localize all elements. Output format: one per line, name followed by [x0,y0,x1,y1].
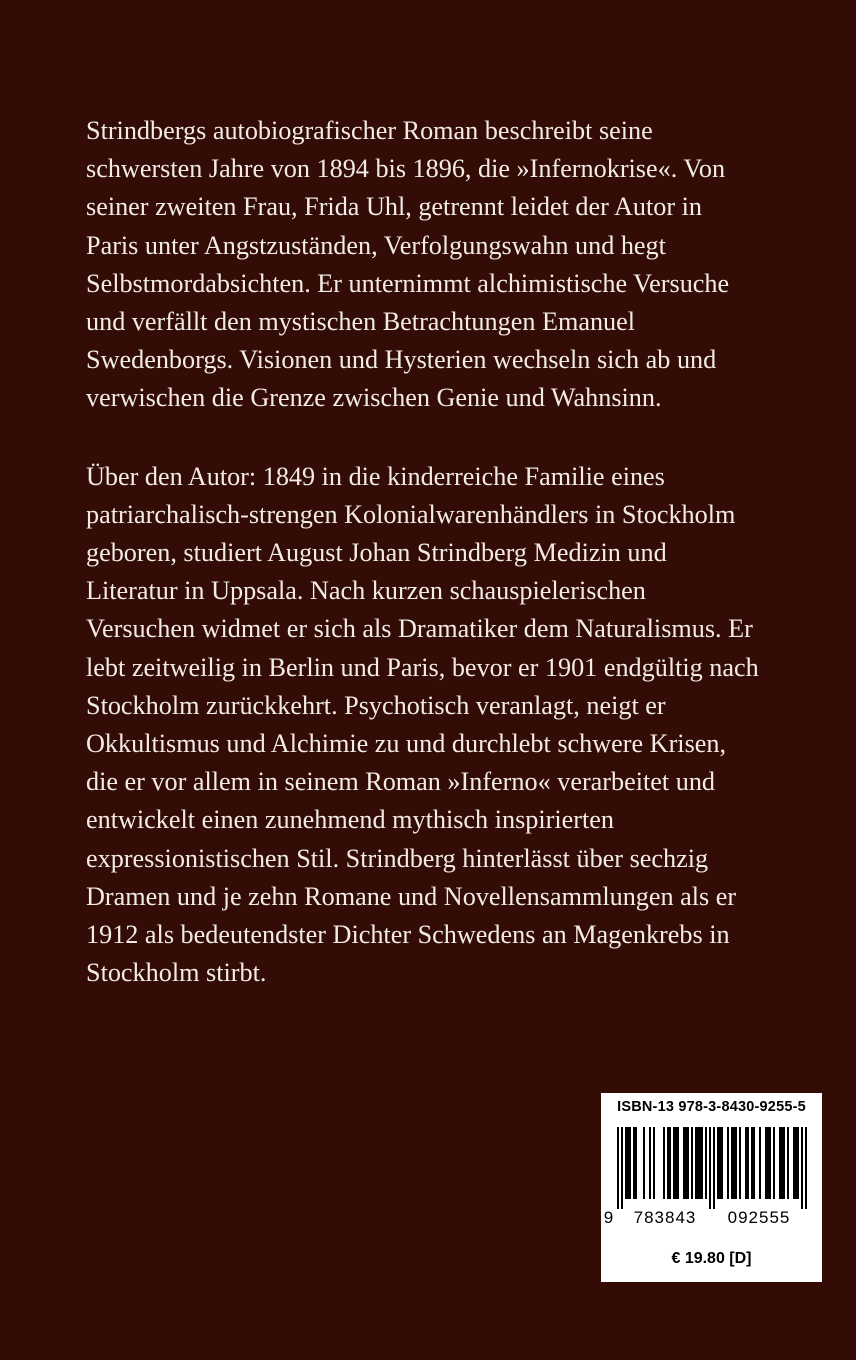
author-bio-line: Über den Autor: 1849 in die kinderreiche Familie eines [86,461,665,491]
barcode-bar [753,1127,755,1199]
barcode-bar [717,1127,719,1199]
barcode-bar [675,1127,677,1199]
barcode-bar [731,1127,733,1199]
synopsis-line: seiner zweiten Frau, Frida Uhl, getrennt leidet der Autor in [86,192,702,222]
author-bio-paragraph [86,458,826,993]
barcode-digits: 783843 [633,1208,697,1227]
barcode-bar [795,1127,797,1199]
barcode-bar [667,1127,669,1199]
barcode-bar [787,1127,789,1199]
author-bio-line: Literatur in Uppsala. Nach kurzen schauspielerischen [86,576,646,606]
barcode-bar [805,1127,807,1209]
barcode-bar [747,1127,749,1199]
barcode-digits: 9 [603,1208,615,1227]
barcode-bar [627,1127,629,1199]
barcode-bar [713,1127,715,1209]
barcode-bar [719,1127,721,1199]
author-bio-line: geboren, studiert August Johan Strindberg Medizin und [86,538,667,568]
barcode-bar [781,1127,783,1199]
author-bio-line: expressionistischen Stil. Strindberg hinterlässt über sechzig [86,843,709,873]
barcode-bar [797,1127,799,1199]
barcode-bar [697,1127,699,1199]
synopsis-line: verwischen die Grenze zwischen Genie und Wahnsinn. [86,383,662,413]
barcode-bar [783,1127,785,1199]
barcode-bar [773,1127,775,1199]
author-bio-line: 1912 als bedeutendster Dichter Schwedens an Magenkrebs in [86,920,730,950]
isbn-number: ISBN-13 978-3-8430-9255-5 [617,1099,806,1115]
ean-barcode [601,1123,822,1233]
author-bio-line: Dramen und je zehn Romane und Novellensammlungen als er [86,881,737,911]
barcode-bar [709,1127,711,1209]
barcode-bar [691,1127,693,1199]
barcode-bar [685,1127,687,1199]
synopsis-line: und verfällt den mystischen Betrachtungen Emanuel [86,307,636,337]
barcode-bar [759,1127,761,1199]
barcode-bar [727,1127,729,1199]
author-bio-line: Okkultismus und Alchimie zu und durchlebt schwere Krisen, [86,729,727,759]
barcode-bar [779,1127,781,1199]
synopsis-line: Selbstmordabsichten. Er unternimmt alchimistische Versuche [86,268,730,298]
back-cover-text [86,112,826,992]
barcode-bar [663,1127,665,1199]
barcode-bar [765,1127,767,1199]
barcode-bar [699,1127,701,1199]
author-bio-line: lebt zeitweilig in Berlin und Paris, bevor er 1901 endgültig nach [86,652,759,682]
barcode-bar [653,1127,655,1199]
barcode-bar [739,1127,741,1199]
author-bio-line: die er vor allem in seinem Roman »Inferno« verarbeitet und [86,767,716,797]
barcode-bar [801,1127,803,1209]
synopsis-line: Swedenborgs. Visionen und Hysterien wechseln sich ab und [86,345,717,375]
barcode-bar [649,1127,651,1199]
author-bio-line: patriarchalisch-strengen Kolonialwarenhändlers in Stockholm [86,499,736,529]
barcode-bar [695,1127,697,1199]
price-tag: € 19.80 [D] [671,1250,752,1267]
barcode-bar [629,1127,631,1199]
barcode-bar [793,1127,795,1199]
author-bio-line: entwickelt einen zunehmend mythisch inspirierten [86,805,614,835]
barcode-bar [617,1127,619,1209]
barcode-bar [701,1127,703,1199]
barcode-bar [745,1127,747,1199]
barcode-bar [677,1127,679,1199]
barcode-bar [767,1127,769,1199]
synopsis-line: schwersten Jahre von 1894 bis 1896, die »Infernokrise«. Von [86,154,726,184]
barcode-bar [673,1127,675,1199]
synopsis-paragraph [86,112,826,418]
barcode-bar [769,1127,771,1199]
barcode-digits: 092555 [727,1208,791,1227]
barcode-bar [633,1127,635,1199]
author-bio-line: Stockholm stirbt. [86,958,267,988]
barcode-bar [733,1127,735,1199]
barcode-bar [705,1127,707,1199]
barcode-bar [735,1127,737,1199]
barcode-bar [687,1127,689,1199]
synopsis-line: Strindbergs autobiografischer Roman beschreibt seine [86,116,653,145]
synopsis-line: Paris unter Angstzuständen, Verfolgungswahn und hegt [86,230,666,260]
barcode-bar [621,1127,623,1209]
barcode-bar [683,1127,685,1199]
barcode-bar [721,1127,723,1199]
barcode-bar [669,1127,671,1199]
barcode-bar [625,1127,627,1199]
barcode-bar [751,1127,753,1199]
isbn-price-label [601,1093,822,1282]
barcode-bar [635,1127,637,1199]
barcode-bar [643,1127,645,1199]
author-bio-line: Stockholm zurückkehrt. Psychotisch veranlagt, neigt er [86,690,666,720]
author-bio-line: Versuchen widmet er sich als Dramatiker dem Naturalismus. Er [86,614,753,644]
